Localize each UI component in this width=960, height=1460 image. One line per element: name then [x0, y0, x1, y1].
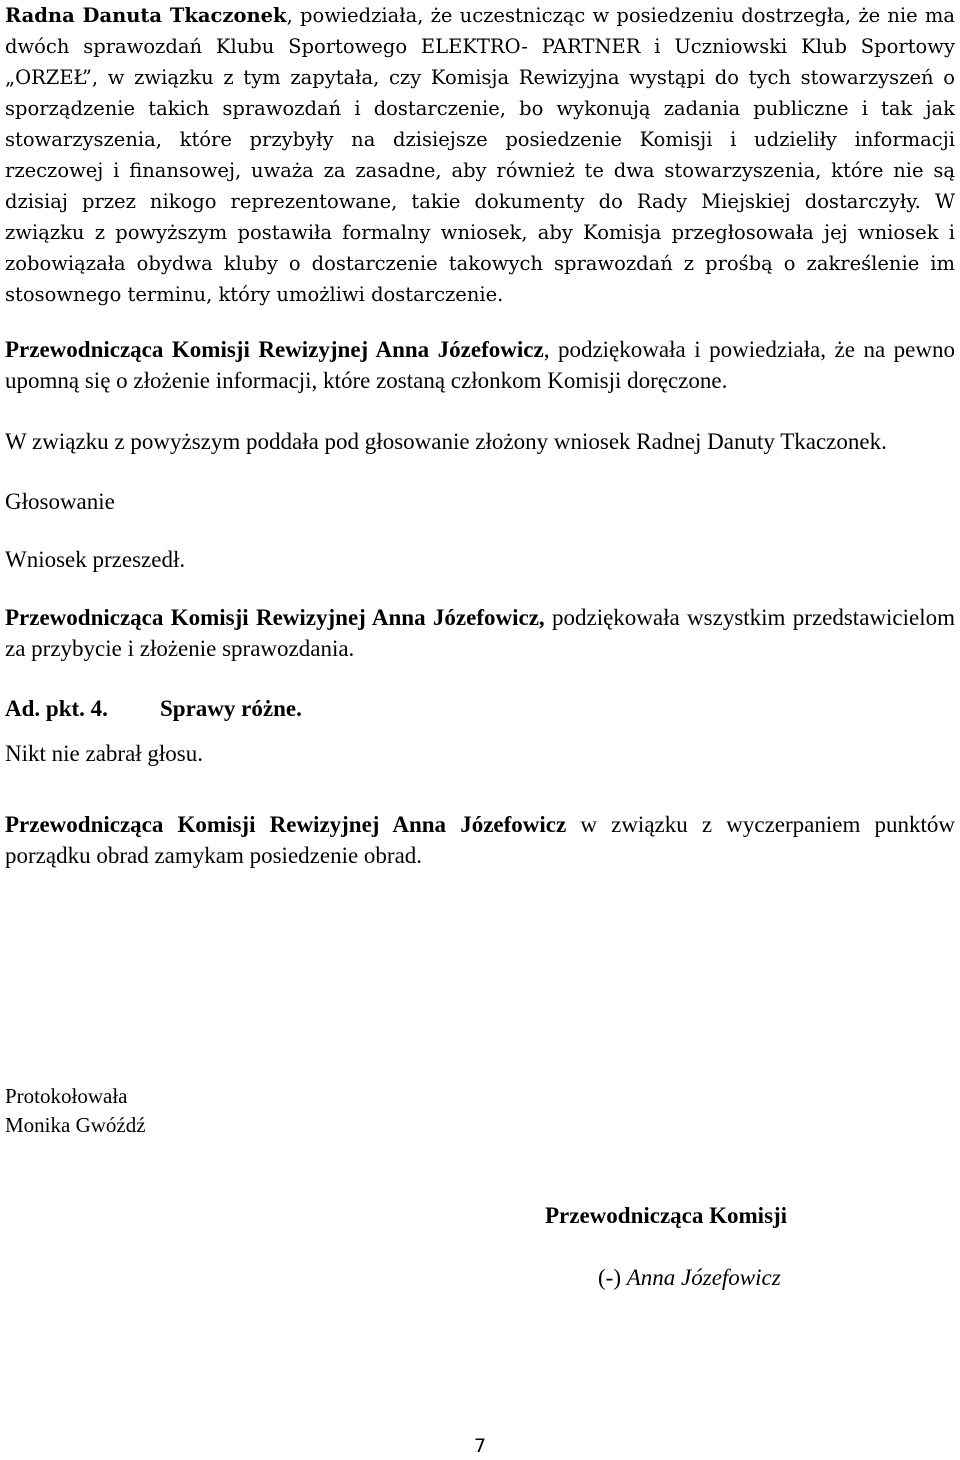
speaker-name: Przewodnicząca Komisji Rewizyjnej Anna Józefowicz, [5, 605, 545, 630]
paragraph-text: w związku z wyczerpaniem punktów porządku obrad zamykam posiedzenie obrad. [5, 812, 955, 868]
paragraph-tkaczonek-statement [5, 0, 955, 310]
speaker-name: Radna Danuta Tkaczonek [5, 4, 287, 27]
agenda-item-title: Sprawy różne. [160, 696, 302, 721]
agenda-item-number: Ad. pkt. 4. [5, 696, 108, 721]
signature-block [598, 1262, 781, 1293]
speaker-name: Przewodnicząca Komisji Rewizyjnej Anna Józefowicz [5, 337, 544, 362]
signature-title: Przewodnicząca Komisji [545, 1203, 788, 1228]
agenda-item-heading [5, 693, 955, 724]
document-page [5, 0, 955, 871]
paragraph-text: , powiedziała, że uczestnicząc w posiedzeniu dostrzegła, że nie ma dwóch sprawozdań Klubu Sportowego ELEKTRO- PARTNER i Uczniowski Klub Sportowy „ORZEŁ”, w związku z tym zapytała, czy Komisja Rewizyjna wystąpi do tych stowarzyszeń o sporządzenie takich sprawozdań i dostarczenie, bo wykonują zadania publiczne i tak jak stowarzyszenia, które przybyły na dzisiejsze posiedzenie Komisji i udzieliły informacji rzeczowej i finansowej, uważa za zasadne, aby również te dwa stowarzyszenia, które nie są dzisiaj przez nikogo reprezentowane, takie dokumenty do Rady Miejskiej dostarczyły. W związku z powyższym postawiła formalny wniosek, aby Komisja przegłosowała jej wniosek i zobowiązała obydwa kluby o dostarczenie takowych sprawozdań z prośbą o zakreślenie im stosownego terminu, który umożliwi dostarczenie. [5, 4, 956, 306]
paragraph-text: , podziękowała i powiedziała, że na pewno upomną się o złożenie informacji, które zostaną członkom Komisji doręczone. [5, 337, 955, 393]
paragraph-text: podziękowała wszystkim przedstawicielom za przybycie i złożenie sprawozdania. [5, 605, 955, 661]
paragraph-text: W związku z powyższym poddała pod głosowanie złożony wniosek Radnej Danuty Tkaczonek. [5, 429, 887, 454]
paragraph-chair-thanks [5, 602, 955, 664]
paragraph-text: Wniosek przeszedł. [5, 547, 186, 572]
protocol-author-name: Monika Gwóźdź [5, 1113, 146, 1137]
paragraph-closing [5, 809, 955, 871]
page-number: 7 [473, 1435, 487, 1457]
signature-prefix: (-) [598, 1265, 627, 1290]
speaker-name: Przewodnicząca Komisji Rewizyjnej Anna Józefowicz [5, 812, 567, 837]
paragraph-vote-motion [5, 426, 955, 457]
paragraph-no-comments [5, 738, 955, 769]
paragraph-text: Nikt nie zabrał głosu. [5, 741, 204, 766]
paragraph-voting [5, 486, 955, 517]
protocol-label: Protokołowała [5, 1084, 128, 1108]
paragraph-text: Głosowanie [5, 489, 115, 514]
paragraph-chair-reply [5, 334, 955, 396]
protocol-author-block [5, 1082, 146, 1140]
paragraph-vote-result [5, 544, 955, 575]
signature-name: Anna Józefowicz [626, 1265, 781, 1290]
